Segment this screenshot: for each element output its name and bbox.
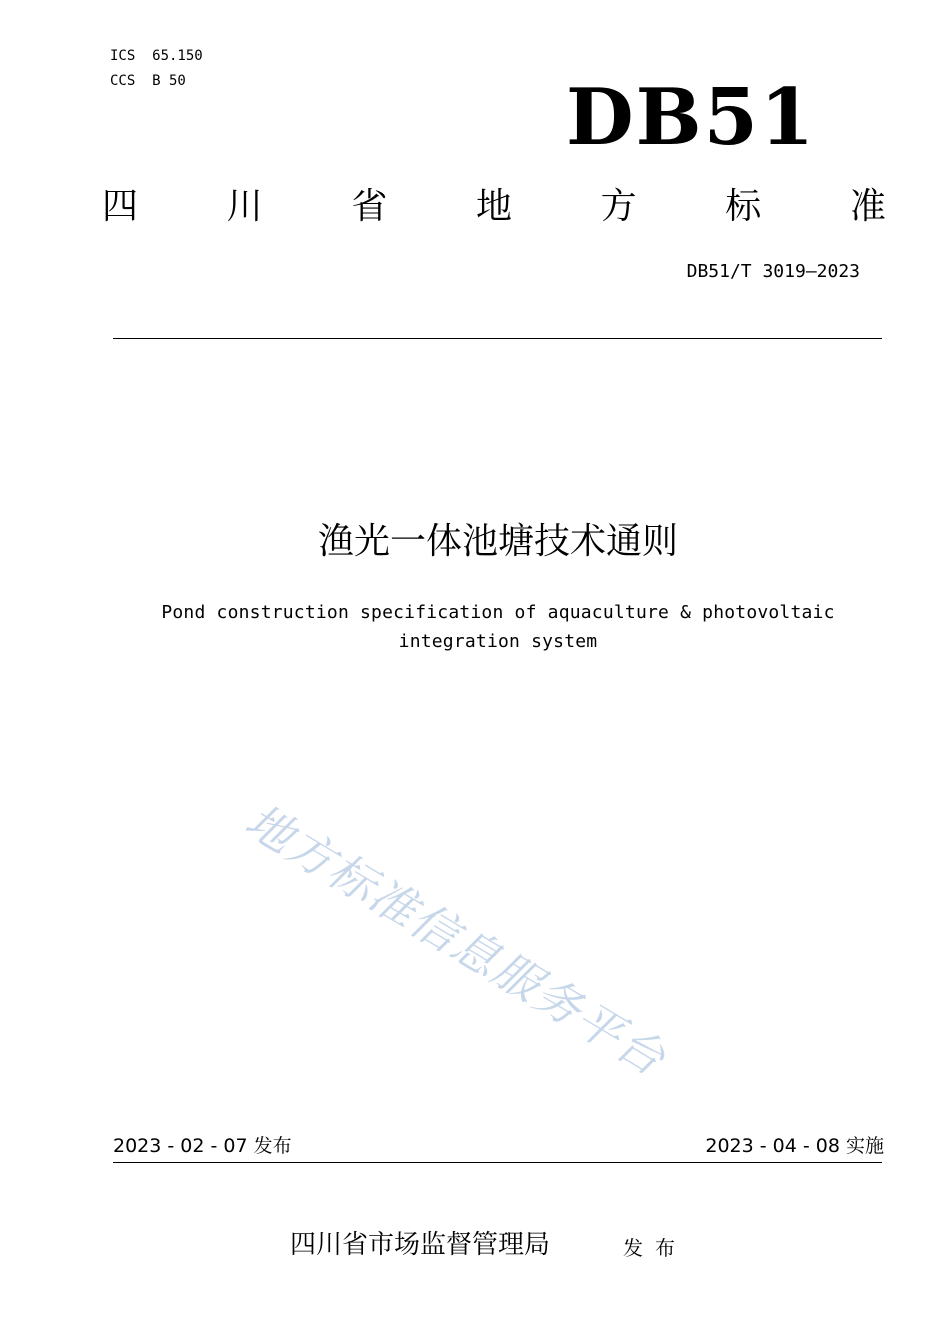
- standard-type-heading: [102, 184, 886, 230]
- standard-type-char: 标: [725, 186, 762, 227]
- english-title-line: integration system: [398, 631, 598, 652]
- standard-number: DB51/T 3019—2023: [686, 261, 860, 282]
- document-title-english: [120, 598, 876, 656]
- standard-type-char: 方: [600, 186, 637, 227]
- watermark: [232, 790, 772, 1120]
- watermark-text: 地方标准信息服务平台: [236, 793, 676, 1087]
- standard-type-char: 地: [475, 186, 512, 227]
- standard-type-char: 省: [351, 186, 388, 227]
- implementation-date: 2023 - 04 - 08 实施: [705, 1135, 884, 1157]
- footer-divider: [113, 1162, 882, 1163]
- header-divider: [113, 338, 882, 339]
- issue-date: 2023 - 02 - 07 发布: [113, 1135, 292, 1157]
- issuing-authority: 四川省市场监督管理局: [290, 1230, 551, 1260]
- english-title-line: Pond construction specification of aquaculture & photovoltaic: [161, 602, 835, 623]
- standard-type-char: 川: [226, 186, 263, 227]
- issue-label: 发布: [623, 1236, 687, 1260]
- standard-type-char: 准: [849, 186, 886, 227]
- db-standard-mark: DB51: [566, 72, 817, 163]
- standard-type-char: 四: [102, 186, 139, 227]
- ics-code: ICS 65.150: [110, 48, 203, 64]
- ccs-code: CCS B 50: [110, 73, 186, 89]
- document-title-chinese: 渔光一体池塘技术通则: [317, 521, 678, 562]
